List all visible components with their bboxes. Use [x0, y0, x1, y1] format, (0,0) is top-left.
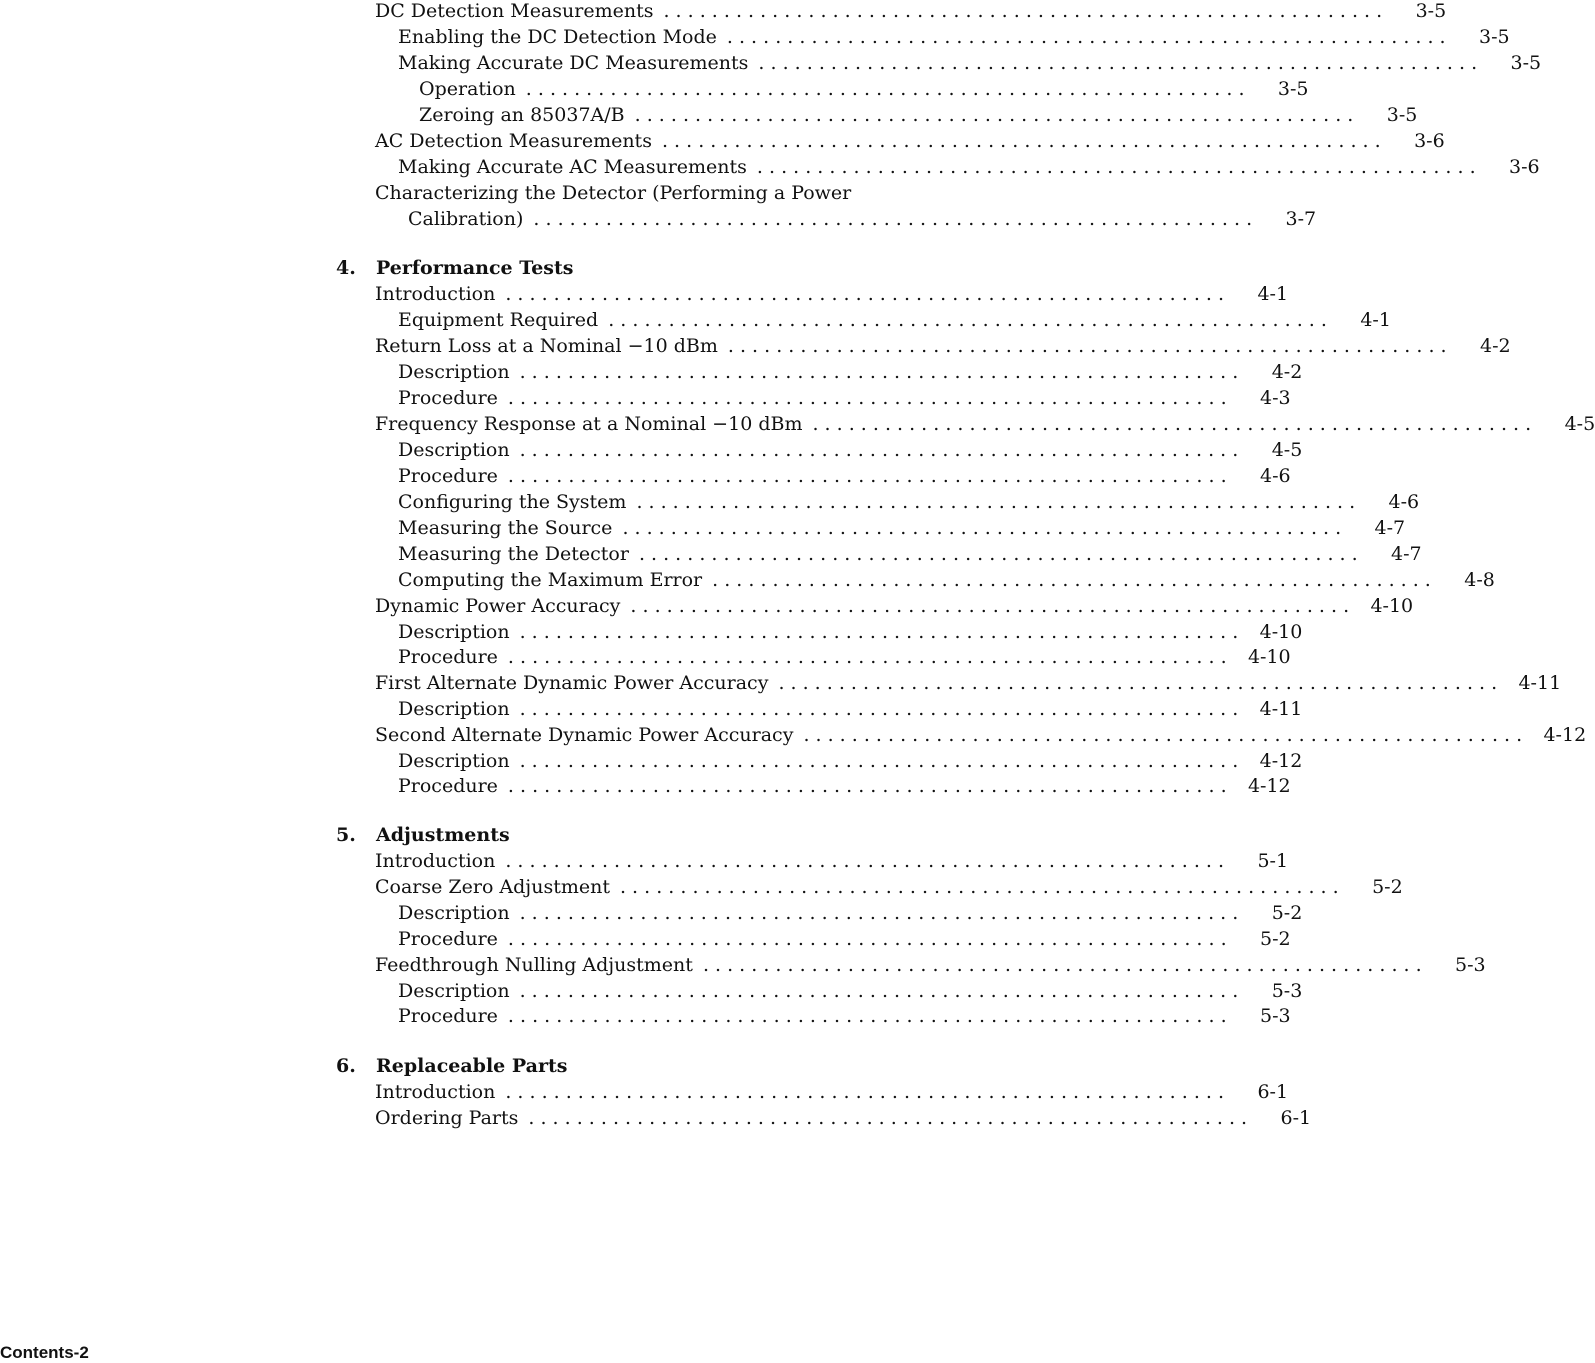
- toc-entry-label: Description: [398, 980, 510, 1002]
- leader-dots: . . . . . . . . . . . . . . . . . . . . . . . . . . . . . . . . . . . . . . . . . . . . . . . . . . . . . . . . . . . .: [519, 439, 1239, 461]
- leader-dots: . . . . . . . . . . . . . . . . . . . . . . . . . . . . . . . . . . . . . . . . . . . . . . . . . . . . . . . . . . . .: [507, 646, 1227, 668]
- toc-entry-page: 4-11: [1259, 698, 1303, 720]
- toc-entry-page: 5-2: [1260, 928, 1291, 950]
- leader-dots: . . . . . . . . . . . . . . . . . . . . . . . . . . . . . . . . . . . . . . . . . . . . . . . . . . . . . . . . . . . .: [630, 595, 1350, 617]
- toc-entry[interactable]: [398, 621, 1303, 647]
- leader-dots: . . . . . . . . . . . . . . . . . . . . . . . . . . . . . . . . . . . . . . . . . . . . . . . . . . . . . . . . . . . .: [638, 543, 1358, 565]
- leader-dots: . . . . . . . . . . . . . . . . . . . . . . . . . . . . . . . . . . . . . . . . . . . . . . . . . . . . . . . . . . . .: [519, 361, 1239, 383]
- toc-entry-label: Calibration): [408, 208, 524, 230]
- toc-entry-page: 3-5: [1479, 26, 1510, 48]
- toc-entry-page: 3-7: [1285, 208, 1317, 230]
- leader-dots: . . . . . . . . . . . . . . . . . . . . . . . . . . . . . . . . . . . . . . . . . . . . . . . . . . . . . . . . . . . .: [507, 465, 1227, 487]
- toc-entry[interactable]: [398, 387, 1291, 413]
- toc-entry[interactable]: [375, 0, 1447, 26]
- toc-entry[interactable]: [375, 1081, 1289, 1107]
- toc-entry-page: 3-5: [1277, 78, 1309, 100]
- leader-dots: . . . . . . . . . . . . . . . . . . . . . . . . . . . . . . . . . . . . . . . . . . . . . . . . . . . . . . . . . . . .: [803, 724, 1523, 746]
- toc-entry-label: Procedure: [398, 1005, 498, 1027]
- leader-dots: . . . . . . . . . . . . . . . . . . . . . . . . . . . . . . . . . . . . . . . . . . . . . . . . . . . . . . . . . . . .: [608, 309, 1327, 331]
- leader-dots: . . . . . . . . . . . . . . . . . . . . . . . . . . . . . . . . . . . . . . . . . . . . . . . . . . . . . . . . . . . .: [507, 1005, 1227, 1027]
- toc-entry-page: 4-5: [1271, 439, 1303, 461]
- leader-dots: . . . . . . . . . . . . . . . . . . . . . . . . . . . . . . . . . . . . . . . . . . . . . . . . . . . . . . . . . . . .: [727, 335, 1447, 357]
- toc-entry-label: Procedure: [398, 387, 498, 409]
- toc-entry[interactable]: [375, 130, 1445, 156]
- toc-entry[interactable]: [398, 980, 1303, 1006]
- toc-entry-page: 4-1: [1257, 283, 1289, 305]
- toc-entry-label: Making Accurate AC Measurements: [398, 156, 747, 178]
- toc-entry-page: 6-1: [1280, 1107, 1312, 1129]
- toc-entry[interactable]: [398, 26, 1510, 52]
- toc-entry-page: 3-5: [1415, 0, 1447, 22]
- toc-entry[interactable]: [419, 78, 1309, 104]
- leader-dots: . . . . . . . . . . . . . . . . . . . . . . . . . . . . . . . . . . . . . . . . . . . . . . . . . . . . . . . . . . . .: [663, 0, 1383, 22]
- leader-dots: . . . . . . . . . . . . . . . . . . . . . . . . . . . . . . . . . . . . . . . . . . . . . . . . . . . . . . . . . . . .: [756, 156, 1476, 178]
- toc-entry[interactable]: [375, 1107, 1312, 1133]
- toc-entry[interactable]: [398, 439, 1303, 465]
- chapter-title: Replaceable Parts: [376, 1055, 568, 1077]
- chapter-title: Adjustments: [376, 824, 510, 846]
- leader-dots: . . . . . . . . . . . . . . . . . . . . . . . . . . . . . . . . . . . . . . . . . . . . . . . . . . . . . . . . . . . .: [528, 1107, 1248, 1129]
- toc-entry[interactable]: [375, 724, 1587, 750]
- toc-entry-label: Operation: [419, 78, 516, 100]
- toc-entry[interactable]: [398, 928, 1291, 954]
- toc-entry[interactable]: [398, 361, 1303, 387]
- leader-dots: . . . . . . . . . . . . . . . . . . . . . . . . . . . . . . . . . . . . . . . . . . . . . . . . . . . . . . . . . . . .: [519, 750, 1239, 772]
- toc-entry-page: 3-5: [1386, 104, 1418, 126]
- toc-entry-page: 4-10: [1259, 621, 1303, 643]
- leader-dots: . . . . . . . . . . . . . . . . . . . . . . . . . . . . . . . . . . . . . . . . . . . . . . . . . . . . . . . . . . . .: [525, 78, 1245, 100]
- toc-entry-page: 4-10: [1247, 646, 1291, 668]
- toc-entry[interactable]: [398, 52, 1542, 78]
- toc-entry[interactable]: [398, 156, 1540, 182]
- toc-entry-label: Return Loss at a Nominal −10 dBm: [375, 335, 718, 357]
- toc-entry[interactable]: [398, 902, 1303, 928]
- toc-entry[interactable]: [419, 104, 1418, 130]
- toc-entry[interactable]: [398, 491, 1420, 517]
- toc-entry[interactable]: [375, 595, 1414, 621]
- toc-entry[interactable]: [398, 646, 1291, 672]
- leader-dots: . . . . . . . . . . . . . . . . . . . . . . . . . . . . . . . . . . . . . . . . . . . . . . . . . . . . . . . . . . . .: [533, 208, 1253, 230]
- toc-entry-wrapped-label[interactable]: Characterizing the Detector (Performing a Power: [375, 182, 852, 204]
- toc-entry-page: 4-11: [1518, 672, 1562, 694]
- toc-entry[interactable]: [375, 850, 1289, 876]
- page-footer: Contents-2: [0, 1343, 89, 1362]
- toc-entry[interactable]: [398, 465, 1291, 491]
- leader-dots: . . . . . . . . . . . . . . . . . . . . . . . . . . . . . . . . . . . . . . . . . . . . . . . . . . . . . . . . . . . .: [636, 491, 1356, 513]
- leader-dots: . . . . . . . . . . . . . . . . . . . . . . . . . . . . . . . . . . . . . . . . . . . . . . . . . . . . . . . . . . . .: [812, 413, 1532, 435]
- leader-dots: . . . . . . . . . . . . . . . . . . . . . . . . . . . . . . . . . . . . . . . . . . . . . . . . . . . . . . . . . . . .: [619, 876, 1339, 898]
- chapter-number: 6.: [336, 1055, 356, 1077]
- leader-dots: . . . . . . . . . . . . . . . . . . . . . . . . . . . . . . . . . . . . . . . . . . . . . . . . . . . . . . . . . . . .: [519, 698, 1239, 720]
- toc-entry-page: 4-12: [1543, 724, 1587, 746]
- leader-dots: . . . . . . . . . . . . . . . . . . . . . . . . . . . . . . . . . . . . . . . . . . . . . . . . . . . . . . . . . . . .: [505, 850, 1225, 872]
- leader-dots: . . . . . . . . . . . . . . . . . . . . . . . . . . . . . . . . . . . . . . . . . . . . . . . . . . . . . . . . . . . .: [622, 517, 1342, 539]
- toc-entry-page: 5-2: [1372, 876, 1403, 898]
- toc-entry-page: 5-3: [1455, 954, 1486, 976]
- toc-entry-label: First Alternate Dynamic Power Accuracy: [375, 672, 769, 694]
- toc-entry-label: Measuring the Detector: [398, 543, 629, 565]
- chapter-title: Performance Tests: [376, 257, 574, 279]
- toc-entry-label: Description: [398, 621, 510, 643]
- toc-entry[interactable]: [398, 1005, 1291, 1031]
- chapter-number: 4.: [336, 257, 356, 279]
- toc-entry-page: 4-12: [1259, 750, 1303, 772]
- toc-entry-page: 4-8: [1464, 569, 1495, 591]
- toc-entry-page: 5-2: [1271, 902, 1303, 924]
- toc-entry[interactable]: [398, 517, 1406, 543]
- toc-entry-label: Description: [398, 750, 510, 772]
- toc-entry-label: DC Detection Measurements: [375, 0, 654, 22]
- toc-entry-label: Second Alternate Dynamic Power Accuracy: [375, 724, 794, 746]
- toc-entry-label: Enabling the DC Detection Mode: [398, 26, 717, 48]
- toc-entry-label: Equipment Required: [398, 309, 599, 331]
- leader-dots: . . . . . . . . . . . . . . . . . . . . . . . . . . . . . . . . . . . . . . . . . . . . . . . . . . . . . . . . . . . .: [519, 980, 1239, 1002]
- toc-entry-label: Description: [398, 698, 510, 720]
- leader-dots: . . . . . . . . . . . . . . . . . . . . . . . . . . . . . . . . . . . . . . . . . . . . . . . . . . . . . . . . . . . .: [726, 26, 1446, 48]
- toc-entry[interactable]: [375, 335, 1511, 361]
- toc-entry-label: Coarse Zero Adjustment: [375, 876, 610, 898]
- toc-entry-page: 5-3: [1271, 980, 1303, 1002]
- toc-entry-label: Feedthrough Nulling Adjustment: [375, 954, 693, 976]
- toc-entry-page: 3-6: [1509, 156, 1540, 178]
- toc-entry[interactable]: [375, 876, 1403, 902]
- leader-dots: . . . . . . . . . . . . . . . . . . . . . . . . . . . . . . . . . . . . . . . . . . . . . . . . . . . . . . . . . . . .: [505, 1081, 1225, 1103]
- toc-entry[interactable]: [398, 698, 1303, 724]
- toc-entry[interactable]: [398, 775, 1291, 801]
- leader-dots: . . . . . . . . . . . . . . . . . . . . . . . . . . . . . . . . . . . . . . . . . . . . . . . . . . . . . . . . . . . .: [519, 902, 1239, 924]
- leader-dots: . . . . . . . . . . . . . . . . . . . . . . . . . . . . . . . . . . . . . . . . . . . . . . . . . . . . . . . . . . . .: [507, 775, 1227, 797]
- toc-entry-label: Introduction: [375, 1081, 496, 1103]
- toc-entry-page: 4-2: [1479, 335, 1511, 357]
- leader-dots: . . . . . . . . . . . . . . . . . . . . . . . . . . . . . . . . . . . . . . . . . . . . . . . . . . . . . . . . . . . .: [702, 954, 1422, 976]
- toc-entry-label: Computing the Maximum Error: [398, 569, 703, 591]
- toc-entry-label: Making Accurate DC Measurements: [398, 52, 749, 74]
- leader-dots: . . . . . . . . . . . . . . . . . . . . . . . . . . . . . . . . . . . . . . . . . . . . . . . . . . . . . . . . . . . .: [507, 928, 1227, 950]
- toc-entry[interactable]: [375, 283, 1289, 309]
- toc-entry-page: 3-5: [1510, 52, 1542, 74]
- toc-entry-label: AC Detection Measurements: [375, 130, 652, 152]
- chapter-number: 5.: [336, 824, 356, 846]
- toc-entry-page: 4-10: [1370, 595, 1414, 617]
- toc-entry-page: 4-3: [1260, 387, 1291, 409]
- toc-entry-label: Procedure: [398, 646, 498, 668]
- toc-entry-page: 4-6: [1260, 465, 1291, 487]
- toc-entry-page: 4-12: [1247, 775, 1291, 797]
- toc-entry[interactable]: [398, 750, 1303, 776]
- leader-dots: . . . . . . . . . . . . . . . . . . . . . . . . . . . . . . . . . . . . . . . . . . . . . . . . . . . . . . . . . . . .: [519, 621, 1239, 643]
- toc-entry-label: Frequency Response at a Nominal −10 dBm: [375, 413, 803, 435]
- toc-entry-label: Procedure: [398, 928, 498, 950]
- toc-entry-label: Procedure: [398, 775, 498, 797]
- toc-entry-page: 3-6: [1414, 130, 1445, 152]
- toc-entry-page: 6-1: [1257, 1081, 1289, 1103]
- toc-entry-label: Configuring the System: [398, 491, 627, 513]
- toc-entry-label: Description: [398, 361, 510, 383]
- toc-entry[interactable]: [375, 672, 1562, 698]
- toc-entry-page: 4-6: [1388, 491, 1420, 513]
- toc-entry-page: 4-5: [1564, 413, 1595, 435]
- leader-dots: . . . . . . . . . . . . . . . . . . . . . . . . . . . . . . . . . . . . . . . . . . . . . . . . . . . . . . . . . . . .: [505, 283, 1225, 305]
- leader-dots: . . . . . . . . . . . . . . . . . . . . . . . . . . . . . . . . . . . . . . . . . . . . . . . . . . . . . . . . . . . .: [712, 569, 1431, 591]
- toc-entry-label: Procedure: [398, 465, 498, 487]
- toc-entry[interactable]: [398, 569, 1495, 595]
- leader-dots: . . . . . . . . . . . . . . . . . . . . . . . . . . . . . . . . . . . . . . . . . . . . . . . . . . . . . . . . . . . .: [778, 672, 1498, 694]
- toc-entry-page: 5-3: [1260, 1005, 1291, 1027]
- toc-entry-label: Introduction: [375, 850, 496, 872]
- leader-dots: . . . . . . . . . . . . . . . . . . . . . . . . . . . . . . . . . . . . . . . . . . . . . . . . . . . . . . . . . . . .: [661, 130, 1381, 152]
- toc-entry-label: Description: [398, 902, 510, 924]
- toc-entry-label: Ordering Parts: [375, 1107, 519, 1129]
- toc-entry-label: Measuring the Source: [398, 517, 613, 539]
- toc-entry-page: 4-1: [1360, 309, 1391, 331]
- toc-entry[interactable]: [408, 208, 1317, 234]
- toc-entry-page: 4-7: [1374, 517, 1406, 539]
- toc-entry-page: 4-7: [1391, 543, 1422, 565]
- toc-entry[interactable]: [375, 413, 1595, 439]
- toc-entry-page: 5-1: [1257, 850, 1289, 872]
- leader-dots: . . . . . . . . . . . . . . . . . . . . . . . . . . . . . . . . . . . . . . . . . . . . . . . . . . . . . . . . . . . .: [758, 52, 1478, 74]
- leader-dots: . . . . . . . . . . . . . . . . . . . . . . . . . . . . . . . . . . . . . . . . . . . . . . . . . . . . . . . . . . . .: [507, 387, 1227, 409]
- toc-entry[interactable]: [398, 309, 1391, 335]
- toc-entry-label: Introduction: [375, 283, 496, 305]
- toc-entry-label: Description: [398, 439, 510, 461]
- toc-entry-label: Dynamic Power Accuracy: [375, 595, 621, 617]
- toc-entry[interactable]: [375, 954, 1486, 980]
- toc-entry-page: 4-2: [1271, 361, 1303, 383]
- leader-dots: . . . . . . . . . . . . . . . . . . . . . . . . . . . . . . . . . . . . . . . . . . . . . . . . . . . . . . . . . . . .: [634, 104, 1354, 126]
- toc-entry[interactable]: [398, 543, 1422, 569]
- toc-entry-label: Zeroing an 85037A/B: [419, 104, 625, 126]
